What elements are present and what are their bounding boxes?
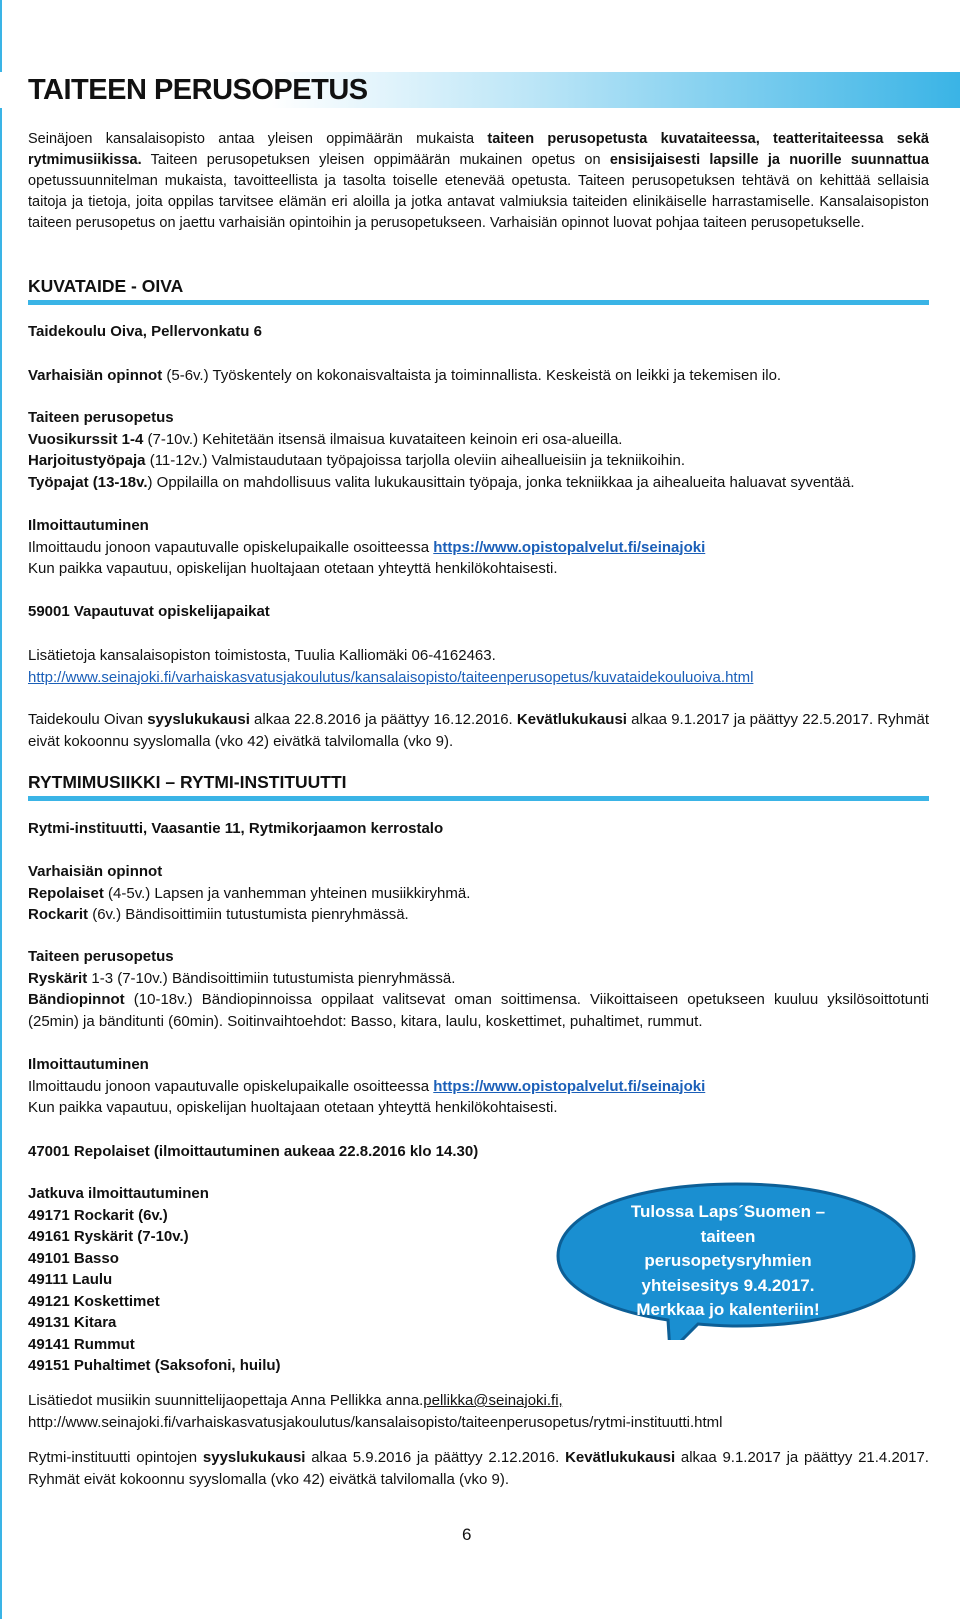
vuosi-label: Vuosikurssit 1-4	[28, 430, 144, 448]
course-item-text: 49141 Rummut	[28, 1335, 135, 1353]
info-link-line	[28, 1412, 938, 1434]
vuosi-line	[28, 429, 938, 451]
perus-heading	[28, 946, 938, 968]
course-item-text: 49121 Koskettimet	[28, 1292, 160, 1310]
section-heading-rytmi: RYTMIMUSIIKKI – RYTMI-INSTITUUTTI	[28, 772, 347, 792]
varhais-text: (5-6v.) Työskentely on kokonaisvaltaista ja toiminnallista. Keskeistä on leikki ja tekemisen ilo.	[162, 367, 782, 384]
course-item	[28, 1226, 528, 1248]
term-text: Taidekoulu Oivan	[28, 711, 148, 728]
rock-label: Rockarit	[28, 906, 89, 923]
rysk-label: Ryskärit	[28, 969, 88, 987]
kuvataide-info-link[interactable]: http://www.seinajoki.fi/varhaiskasvatusjakoulutus/kansalaisopisto/taiteenperusopetus/kuvataidekouluoiva.html	[28, 668, 754, 686]
term-emphasis: Kevätlukukausi	[516, 711, 627, 728]
repo-text: (4-5v.) Lapsen ja vanhemman yhteinen musiikkiryhmä.	[103, 884, 471, 902]
intro-paragraph	[28, 129, 929, 234]
info-text: Lisätietoja kansalaisopiston toimistosta, Tuulia Kalliomäki 06-4162463.	[28, 647, 496, 664]
email-link[interactable]: pellikka@seinajoki.fi,	[423, 1392, 563, 1409]
rock-text: (6v.) Bändisoittimiin tutustumista pienryhmässä.	[88, 906, 409, 923]
course-item	[28, 1312, 528, 1334]
harj-text: (11-12v.) Valmistaudutaan työpajoissa tarjolla oleviin aiheallueisiin ja tekniikoihin.	[145, 452, 685, 469]
section-rule	[28, 300, 929, 305]
kuvataide-ilmo-block	[28, 515, 938, 580]
bubble-line: Tulossa Laps´Suomen –	[630, 1202, 826, 1221]
page-title: TAITEEN PERUSOPETUS	[28, 74, 368, 106]
info-text: Lisätiedot musiikin suunnittelijaopettaja Anna Pellikka anna.	[28, 1392, 424, 1409]
course-item	[28, 1205, 528, 1227]
course-item	[28, 1248, 528, 1270]
term-emphasis: Kevätlukukausi	[565, 1449, 676, 1466]
varhais-heading	[28, 861, 938, 883]
perus-heading-text: Taiteen perusopetus	[28, 409, 174, 426]
ilmo-line	[28, 537, 938, 559]
opistopalvelut-link[interactable]: https://www.opistopalvelut.fi/seinajoki	[433, 538, 706, 556]
kuvataide-course	[28, 601, 938, 623]
rytmi-band	[28, 989, 929, 1032]
term-text: alkaa 9.1.2017 ja päättyy 21.4.2017. Ryhmät eivät kokoonnu syyslomalla (vko 42) eivätkä talvilomalla (vko 9).	[28, 1449, 929, 1488]
term-text: alkaa 9.1.2017 ja päättyy 22.5.2017. Ryhmät eivät kokoonnu syyslomalla (vko 42) eivätkä talvilomalla (vko 9).	[28, 711, 929, 750]
course-item	[28, 1269, 528, 1291]
jatkuva-heading-text: Jatkuva ilmoittautuminen	[28, 1185, 209, 1202]
ilmo-text: Ilmoittaudu jonoon vapautuvalle opiskelupaikalle osoitteessa	[28, 538, 434, 556]
jatkuva-heading	[28, 1183, 528, 1205]
tyo-label: Työpajat (13-18v.	[28, 473, 148, 491]
course-text: 59001 Vapautuvat opiskelijapaikat	[28, 603, 270, 620]
rytmi-ilmo-block	[28, 1054, 938, 1119]
tyo-line	[28, 472, 938, 494]
intro-emphasis: taiteen perusopetusta kuvataiteessa, teatteritaiteessa sekä rytmimusiikissa.	[28, 131, 929, 168]
harj-line	[28, 450, 938, 472]
rysk-text: 1-3 (7-10v.) Bändisoittimiin tutustumista pienryhmässä.	[87, 969, 456, 987]
rytmi-varhais-block	[28, 861, 938, 926]
bubble-line: yhteisesitys 9.4.2017.	[641, 1275, 815, 1295]
tyo-text: ) Oppilailla on mahdollisuus valita lukukausittain työpaja, jonka tekniikkaa ja aihealueita haluavat syventää.	[147, 473, 855, 491]
harj-label: Harjoitustyöpaja	[28, 452, 146, 469]
location-text: Taidekoulu Oiva, Pellervonkatu 6	[28, 323, 262, 340]
vuosi-text: (7-10v.) Kehitetään itsensä ilmaisua kuvataiteen keinoin eri osa-alueilla.	[143, 430, 623, 448]
opistopalvelut-link[interactable]: https://www.opistopalvelut.fi/seinajoki	[433, 1077, 706, 1095]
rock-line	[28, 904, 938, 926]
term-text: alkaa 22.8.2016 ja päättyy 16.12.2016.	[249, 711, 517, 728]
rytmi-perus-block	[28, 946, 938, 989]
ilmo-line-2: Kun paikka vapautuu, opiskelijan huoltajaan otetaan yhteyttä henkilökohtaisesti.	[28, 560, 558, 577]
varhais-heading-text: Varhaisiän opinnot	[28, 863, 163, 880]
ilmo-line-2: Kun paikka vapautuu, opiskelijan huoltajaan otetaan yhteyttä henkilökohtaisesti.	[28, 1099, 558, 1116]
course-item-text: 49161 Ryskärit (7-10v.)	[28, 1228, 189, 1245]
kuvataide-varhais	[28, 365, 938, 387]
course-text: 47001 Repolaiset (ilmoittautuminen aukeaa 22.8.2016 klo 14.30)	[28, 1143, 479, 1160]
perus-heading	[28, 407, 938, 429]
intro-emphasis: ensisijaisesti lapsille ja nuorille suunnattua	[609, 152, 929, 168]
rytmi-course-first	[28, 1141, 938, 1163]
course-item-text: 49131 Kitara	[28, 1314, 117, 1331]
perus-heading-text: Taiteen perusopetus	[28, 948, 174, 965]
kuvataide-location	[28, 321, 938, 343]
bubble-text	[552, 1200, 904, 1323]
repo-line	[28, 883, 938, 905]
page-number: 6	[462, 1525, 472, 1544]
course-item-text: 49101 Basso	[28, 1249, 119, 1267]
section-heading-kuvataide: KUVATAIDE - OIVA	[28, 276, 184, 296]
course-item-text: 49111 Laulu	[28, 1271, 113, 1288]
intro-text: Seinäjoen kansalaisopisto antaa yleisen oppimäärän mukaista	[28, 131, 488, 147]
page-edge-stripe	[0, 0, 2, 1619]
bubble-line: perusopetysryhmien	[644, 1251, 812, 1270]
rytmi-course-list	[28, 1183, 528, 1377]
ilmo-line	[28, 1076, 938, 1098]
info-link-line	[28, 667, 938, 689]
kuvataide-info-block	[28, 645, 938, 688]
rytmi-info-block	[28, 1390, 938, 1433]
rysk-line	[28, 968, 938, 990]
intro-text: Taiteen perusopetuksen yleisen oppimäärän mukainen opetus on	[141, 152, 610, 168]
kuvataide-term	[28, 709, 929, 752]
course-item	[28, 1334, 528, 1356]
term-emphasis: syyslukukausi	[147, 711, 250, 728]
course-item-text: 49151 Puhaltimet (Saksofoni, huilu)	[28, 1357, 281, 1374]
rytmi-term	[28, 1447, 929, 1490]
bubble-line: Merkkaa jo kalenteriin!	[636, 1300, 820, 1319]
bubble-line: taiteen	[700, 1226, 756, 1246]
term-emphasis: syyslukukausi	[202, 1449, 306, 1466]
term-text: Rytmi-instituutti opintojen	[28, 1449, 203, 1466]
rytmi-info-link[interactable]: http://www.seinajoki.fi/varhaiskasvatusjakoulutus/kansalaisopisto/taiteenperusopetus/rytmi-instituutti.html	[28, 1413, 723, 1431]
ilmo-heading	[28, 1054, 938, 1076]
varhais-label: Varhaisiän opinnot	[28, 367, 163, 384]
course-item-text: 49171 Rockarit (6v.)	[28, 1206, 168, 1224]
rytmi-location	[28, 818, 938, 840]
location-text: Rytmi-instituutti, Vaasantie 11, Rytmikorjaamon kerrostalo	[28, 820, 444, 837]
section-rule	[28, 796, 929, 801]
band-text: (10-18v.) Bändiopinnoissa oppilaat valitsevat oman soittimensa. Viikoittaiseen opetukseen kuuluu yksilösoittotunti (25min) ja bänditunti (60min). Soitinvaihtoehdot: Basso, kitara, laulu, koskettimet, puhaltimet, rummut.	[28, 991, 929, 1030]
ilmo-text: Ilmoittaudu jonoon vapautuvalle opiskelupaikalle osoitteessa	[28, 1077, 434, 1095]
course-item	[28, 1355, 528, 1377]
band-label: Bändiopinnot	[28, 991, 125, 1008]
kuvataide-perus-block	[28, 407, 938, 493]
term-text: alkaa 5.9.2016 ja päättyy 2.12.2016.	[305, 1449, 566, 1466]
info-line	[28, 1390, 938, 1412]
ilmo-heading-text: Ilmoittautuminen	[28, 517, 149, 534]
ilmo-heading-text: Ilmoittautuminen	[28, 1056, 149, 1073]
intro-text: opetussuunnitelman mukaista, tavoitteellista ja tasolta toiselle etenevää opetusta. Taiteen perusopetuksen tehtävä on kehittää sellaisia taitoja ja tietoja, joita oppilas tarvitsee elämän eri aloilla ja jotka antavat valmiuksia taiteiden elinikäiselle harrastamiselle. Kansalaisopiston taiteen perusopetus on jaettu varhaisiän opintoihin ja perusopetukseen. Varhaisiän opinnot luovat pohjaa taiteen perusopetukselle.	[28, 173, 929, 231]
course-item	[28, 1291, 528, 1313]
repo-label: Repolaiset	[28, 884, 104, 902]
ilmo-heading	[28, 515, 938, 537]
